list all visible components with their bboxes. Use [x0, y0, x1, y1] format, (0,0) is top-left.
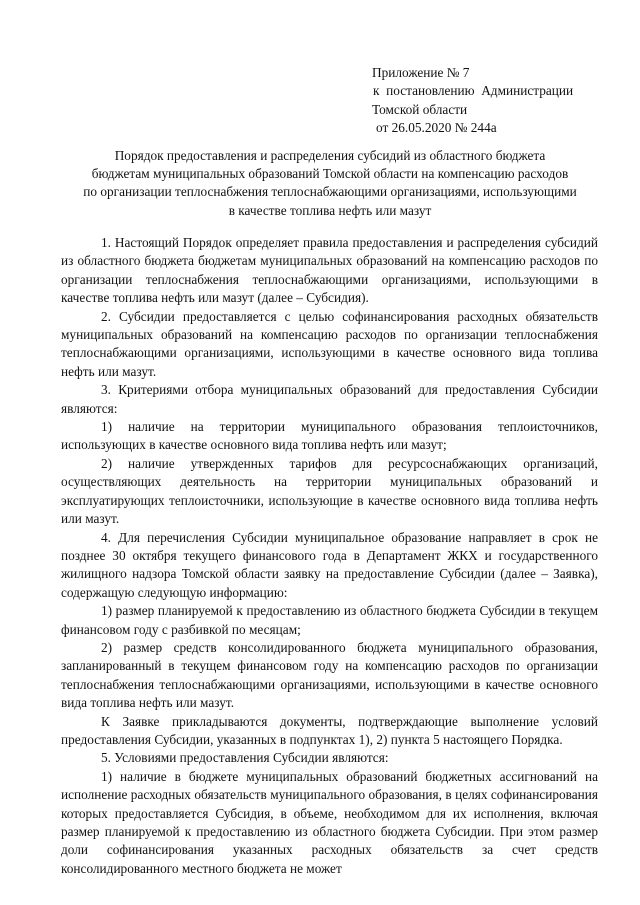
appendix-line: к постановлению Администрации: [373, 83, 574, 99]
paragraph: 1) наличие на территории муниципального образования теплоисточников, использующих в качестве основного вида топлива нефть или мазут;: [61, 419, 598, 453]
paragraph: 1) размер планируемой к предоставлению из областного бюджета Субсидии в текущем финансовом году с разбивкой по месяцам;: [61, 603, 598, 637]
title-line: Порядок предоставления и распределения субсидий из областного бюджета: [114, 148, 546, 163]
title-line: в качестве топлива нефть или мазут: [228, 202, 432, 218]
paragraph: 2) размер средств консолидированного бюджета муниципального образования, запланированный в текущем финансовом году на компенсацию расходов по организации теплоснабжения теплоснабжающими организациями, использующими в качестве основного вида топлива нефть или мазут.: [61, 639, 598, 711]
appendix-line: Приложение № 7: [372, 65, 470, 80]
paragraph: К Заявке прикладываются документы, подтверждающие выполнение условий предоставления Субсидии, указанных в подпунктах 1), 2) пункта 5 настоящего Порядка.: [61, 713, 598, 747]
paragraph: 3. Критериями отбора муниципальных образований для предоставления Субсидии являются:: [61, 382, 598, 416]
title-line: по организации теплоснабжения теплоснабжающими организациями, использующими: [83, 184, 577, 200]
paragraph: 5. Условиями предоставления Субсидии являются:: [101, 750, 389, 766]
document-body: [61, 234, 598, 878]
paragraph: 2) наличие утвержденных тарифов для ресурсоснабжающих организаций, осуществляющих деятельность на территории муниципальных образований и эксплуатирующих теплоисточники, использующие в качестве основного вида топлива нефть или мазут.: [61, 455, 598, 527]
appendix-line: от 26.05.2020 № 244а: [376, 119, 497, 135]
paragraph: 2. Субсидии предоставляется с целью софинансирования расходных обязательств муниципальных образований на компенсацию расходов по организации теплоснабжения теплоснабжающими организациями, использующими в качестве основного вида топлива нефть или мазут.: [61, 308, 598, 379]
document-title: [60, 147, 600, 220]
paragraph: 1) наличие в бюджете муниципальных образований бюджетных ассигнований на исполнение расходных обязательств муниципального образования, в целях софинансирования которых предоставляется Субсидия, в объеме, необходимом для их исполнения, включая размер планируемой к предоставлению из областного бюджета Субсидии. При этом размер доли софинансирования указанных расходных обязательств за счет средств консолидированного местного бюджета не может: [61, 768, 598, 876]
title-line: бюджетам муниципальных образований Томской области на компенсацию расходов: [91, 166, 569, 182]
appendix-block: [372, 64, 622, 137]
appendix-line: Томской области: [372, 101, 468, 117]
paragraph: 4. Для перечисления Субсидии муниципальное образование направляет в срок не позднее 30 октября текущего финансового года в Департамент ЖКХ и государственного жилищного надзора Томской области заявку на предоставление Субсидии (далее – Заявка), содержащую следующую информацию:: [61, 529, 598, 600]
paragraph: 1. Настоящий Порядок определяет правила предоставления и распределения субсидий из областного бюджета бюджетам муниципальных образований на компенсацию расходов по организации теплоснабжения теплоснабжающими организациями, использующими в качестве топлива нефть или мазут (далее – Субсидия).: [61, 235, 598, 306]
